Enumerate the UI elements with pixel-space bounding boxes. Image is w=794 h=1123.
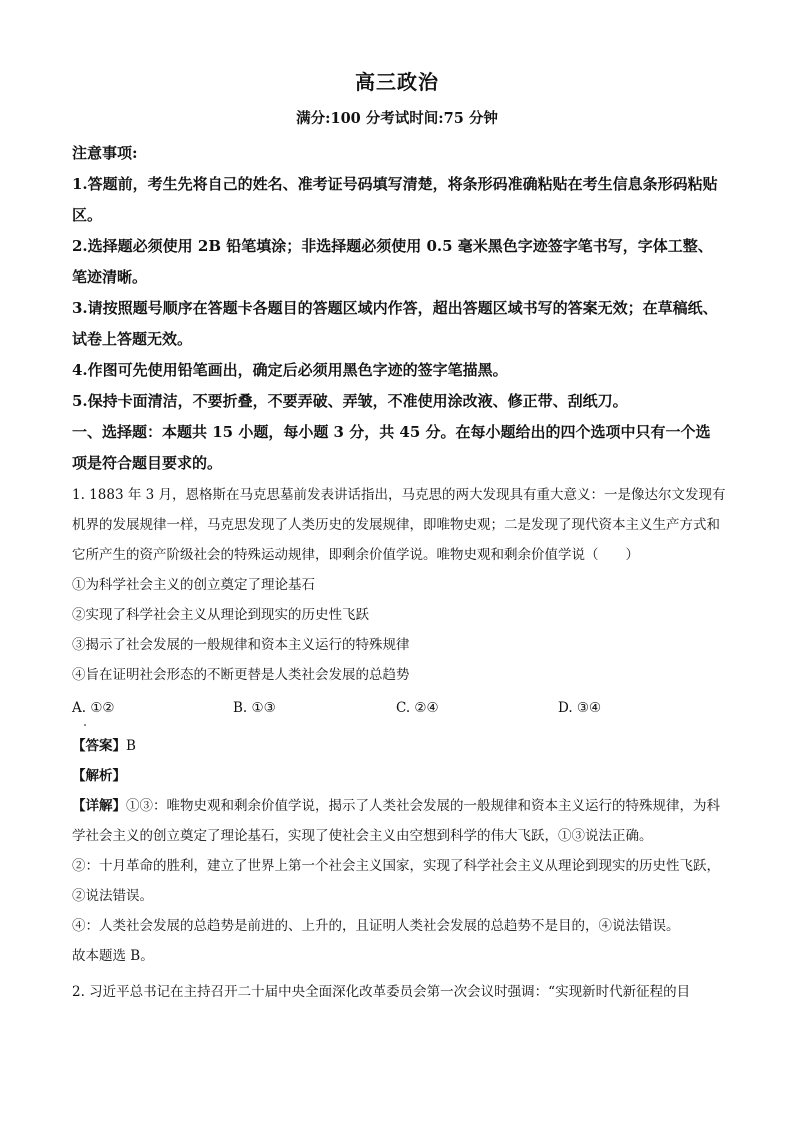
conclusion: 故本题选 B。: [72, 948, 154, 964]
analysis-tag: 【解析】: [72, 768, 126, 784]
detail-paragraph: [72, 791, 728, 851]
option-b: B. ①③: [233, 700, 276, 716]
notice-item: 4.作图可先使用铅笔画出，确定后必须用黑色字迹的签字笔描黑。: [72, 361, 508, 379]
answer-value: B: [126, 738, 136, 754]
question-statement: ③揭示了社会发展的一般规律和资本主义运行的特殊规律: [72, 637, 410, 653]
question-1: [72, 480, 728, 1007]
notice-item: 5.保持卡面清洁，不要折叠，不要弄破、弄皱，不准使用涂改液、修正带、刮纸刀。: [72, 392, 628, 410]
stray-dot: [84, 724, 86, 726]
detail-paragraph: ④：人类社会发展的总趋势是前进的、上升的，且证明人类社会发展的总趋势不是目的，④说法错误。: [72, 918, 680, 934]
notice-item: 3.请按照题号顺序在答题卡各题目的答题区域内作答，超出答题区域书写的答案无效；在草稿纸、试卷上答题无效。: [72, 299, 718, 348]
notice-item: 2.选择题必须使用 2B 铅笔填涂；非选择题必须使用 0.5 毫米黑色字迹签字笔书写，字体工整、笔迹清晰。: [72, 237, 713, 286]
answer-tag: 【答案】: [72, 738, 126, 754]
question-statement: ①为科学社会主义的创立奠定了理论基石: [72, 577, 315, 593]
question-2-stem: 2. 习近平总书记在主持召开二十届中央全面深化改革委员会第一次会议时强调：“实现新时代新征程的目: [72, 984, 691, 1000]
section-heading: 一、选择题：本题共 15 小题，每小题 3 分，共 45 分。在每小题给出的四个选项中只有一个选项是符合题目要求的。: [72, 423, 711, 472]
detail-tag: 【详解】: [72, 798, 126, 814]
answer-line: [72, 731, 728, 761]
answer-options: [72, 693, 728, 725]
option-d: D. ③④: [558, 700, 602, 716]
notice-section: [72, 138, 724, 479]
detail-paragraph: ②：十月革命的胜利，建立了世界上第一个社会主义国家，实现了科学社会主义从理论到现实的历史性飞跃，②说法错误。: [72, 858, 720, 904]
page-title: 高三政治: [355, 70, 439, 94]
question-statement: ②实现了科学社会主义从理论到现实的历史性飞跃: [72, 607, 369, 623]
exam-info: 满分:100 分考试时间:75 分钟: [296, 110, 498, 127]
option-a: A. ①②: [72, 700, 115, 716]
detail-text: ①③：唯物史观和剩余价值学说，揭示了人类社会发展的一般规律和资本主义运行的特殊规律，为科学社会主义的创立奠定了理论基石，实现了使社会主义由空想到科学的伟大飞跃，①③说法正确。: [72, 798, 720, 844]
option-c: C. ②④: [396, 700, 439, 716]
question-stem: 1. 1883 年 3 月，恩格斯在马克思墓前发表讲话指出，马克思的两大发现具有重大意义：一是像达尔文发现有机界的发展规律一样，马克思发现了人类历史的发展规律，即唯物史观；二是发现了现代资本主义生产方式和它所产生的资产阶级社会的特殊运动规律，即剩余价值学说。唯物史观和剩余价值学说（ ）: [72, 487, 726, 563]
notice-heading: 注意事项:: [72, 144, 138, 162]
question-statement: ④旨在证明社会形态的不断更替是人类社会发展的总趋势: [72, 667, 410, 683]
notice-item: 1.答题前，考生先将自己的姓名、准考证号码填写清楚，将条形码准确粘贴在考生信息条形码粘贴区。: [72, 175, 718, 224]
